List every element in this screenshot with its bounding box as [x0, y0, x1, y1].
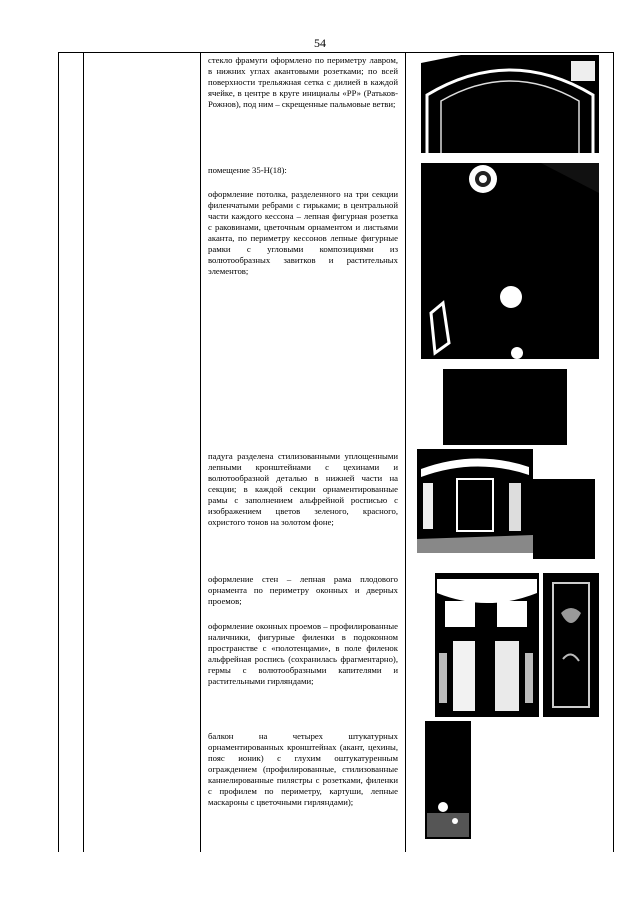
- photo-ceiling: [421, 163, 599, 359]
- description-column: [208, 621, 398, 687]
- paragraph-walls: оформление стен – лепная рама плодового орнамента по периметру оконных и дверных проемов;: [208, 574, 398, 606]
- page-number: 54: [314, 36, 326, 50]
- photo-ceiling-detail: [443, 369, 567, 445]
- photo-balcony: [425, 721, 471, 839]
- column-divider: [83, 53, 84, 852]
- paragraph-transom-glass: стекло фрамуги оформлено по периметру лавром, в нижних углах акантовыми розетками; по всей поверхности трельяжная сетка с дилией в каждой ячейке, в центре в круге инициалы «РР» (Ратьков-Рожнов), под ним – скрещенные пальмовые ветви;: [208, 55, 398, 109]
- paragraph-ceiling: оформление потолка, разделенного на три секции филенчатыми ребрами с гирьками; в центральной части каждого кессона – лепная фигурная розетка с раковинами, цветочным орнаментом и листьями аканта, по периметру кессонов лепные фигурные рамки с угловыми композициями из волютообразных завитков и растительных элементов;: [208, 189, 398, 276]
- paragraph-windows: оформление оконных проемов – профилированные наличники, фигурные филенки в подоконном пространстве с «полотенцами», в поле филенок альфрейная роспись (сохранилась фрагментарно), гермы с волютообразными капителями и растительными гирляндами;: [208, 621, 398, 686]
- paragraph-balcony: балкон на четырех штукатурных орнаментированных кронштейнах (акант, цехины, пояс ионик) с глухим оштукатуренным ограждением (профилированные, стилизованные каннелированные пилястры с розетками, филенки с профилем по периметру, картуши, лепные маскароны с цветочными гирляндами);: [208, 731, 398, 807]
- photo-frieze: [417, 449, 533, 553]
- description-column: [208, 189, 398, 277]
- photo-transom: [421, 55, 599, 153]
- column-divider: [405, 53, 406, 852]
- description-column: [208, 731, 398, 808]
- description-column: [208, 55, 398, 110]
- photo-window: [435, 573, 539, 717]
- column-divider: [200, 53, 201, 852]
- description-column: [208, 451, 398, 528]
- photo-window-detail: [543, 573, 599, 717]
- inventory-table: [58, 52, 614, 852]
- photo-frieze-detail: [533, 479, 595, 559]
- paragraph-frieze: падуга разделена стилизованными уплощенными лепными кронштейнами с цехинами и волютообразной деталью в нижней части на секции; в каждой секции орнаментированные рамы с заполнением альфрейной росписью с изображением цветов зеленого, красного, охристого тонов на золотом фоне;: [208, 451, 398, 527]
- description-column: [208, 165, 398, 176]
- paragraph-room-heading: помещение 35-Н(18):: [208, 165, 287, 175]
- description-column: [208, 574, 398, 607]
